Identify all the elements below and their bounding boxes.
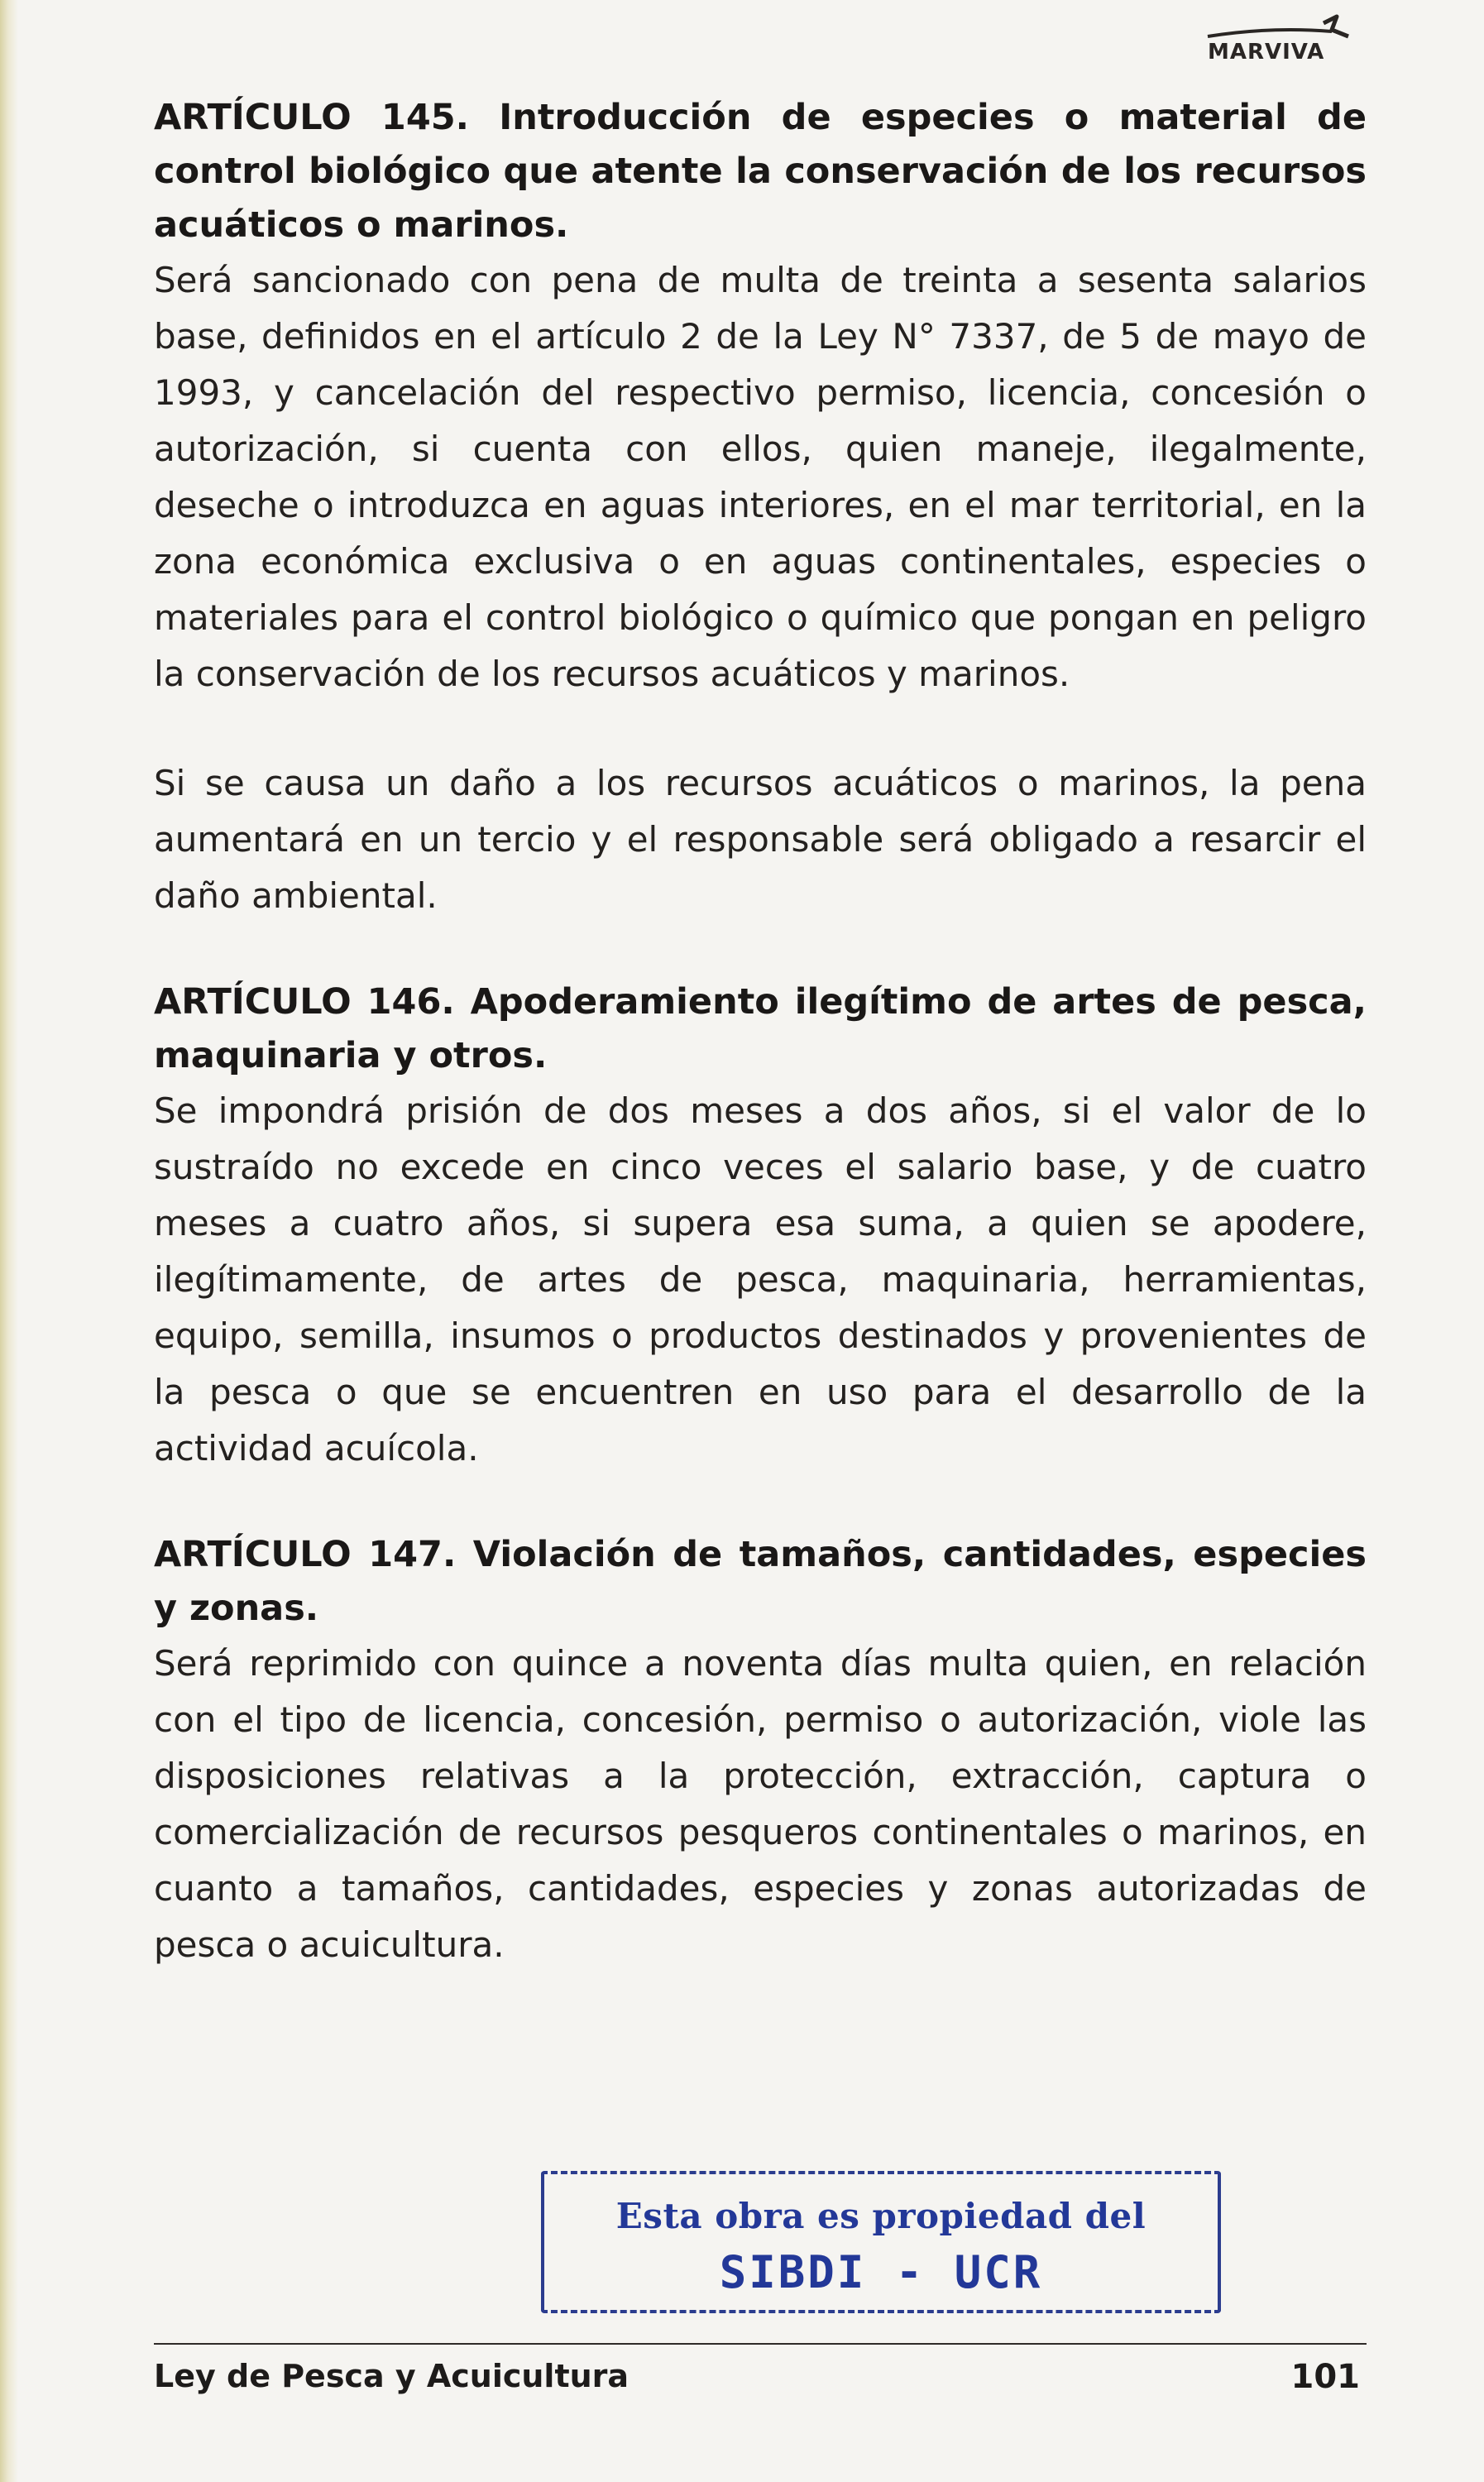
page-binding-edge: [0, 0, 18, 2482]
article-title: ARTÍCULO 145. Introducción de especies o material de control biológico que atente la conservación de los recursos acuáticos o marinos.: [154, 97, 1367, 246]
article-title: ARTÍCULO 146. Apoderamiento ilegítimo de artes de pesca, maquinaria y otros.: [154, 981, 1367, 1076]
article-146: [154, 975, 1367, 1477]
article-145: [154, 91, 1367, 924]
stamp-line-1: Esta obra es propiedad del: [615, 2196, 1147, 2236]
article-paragraph: Será sancionado con pena de multa de treinta a sesenta salarios base, definidos en el artículo 2 de la Ley N° 7337, de 5 de mayo de 1993, y cancelación del respectivo permiso, licencia, concesión o autorización, si cuenta con ellos, quien maneje, ilegalmente, deseche o introduzca en aguas interiores, en el mar territorial, en la zona económica exclusiva o en aguas continentales, especies o materiales para el control biológico o químico que pongan en peligro la conservación de los recursos acuáticos y marinos.: [154, 260, 1367, 694]
logo-text: MARVIVA: [1208, 40, 1325, 65]
ownership-stamp: [541, 2171, 1221, 2313]
article-147: [154, 1528, 1367, 1973]
footer-divider: [154, 2343, 1367, 2345]
article-paragraph: Será reprimido con quince a noventa días multa quien, en relación con el tipo de licencia, concesión, permiso o autorización, viole las disposiciones relativas a la protección, extracción, captura o comercialización de recursos pesqueros continentales o marinos, en cuanto a tamaños, cantidades, especies y zonas autorizadas de pesca o acuicultura.: [154, 1643, 1367, 1965]
article-title: ARTÍCULO 147. Violación de tamaños, cantidades, especies y zonas.: [154, 1534, 1367, 1629]
document-body: [154, 91, 1367, 2024]
article-paragraph: Se impondrá prisión de dos meses a dos años, si el valor de lo sustraído no excede en cinco veces el salario base, y de cuatro meses a cuatro años, si supera esa suma, a quien se apodere, ilegítimamente, de artes de pesca, maquinaria, herramientas, equipo, semilla, insumos o productos destinados y provenientes de la pesca o que se encuentren en uso para el desarrollo de la actividad acuícola.: [154, 1090, 1367, 1469]
marviva-logo: [1191, 12, 1381, 69]
stamp-line-2: SIBDI - UCR: [719, 2246, 1043, 2298]
page-number: 101: [1290, 2358, 1360, 2396]
footer-book-title: Ley de Pesca y Acuicultura: [154, 2358, 630, 2394]
article-paragraph: Si se causa un daño a los recursos acuáticos o marinos, la pena aumentará en un tercio y el responsable será obligado a resarcir el daño ambiental.: [154, 763, 1367, 916]
